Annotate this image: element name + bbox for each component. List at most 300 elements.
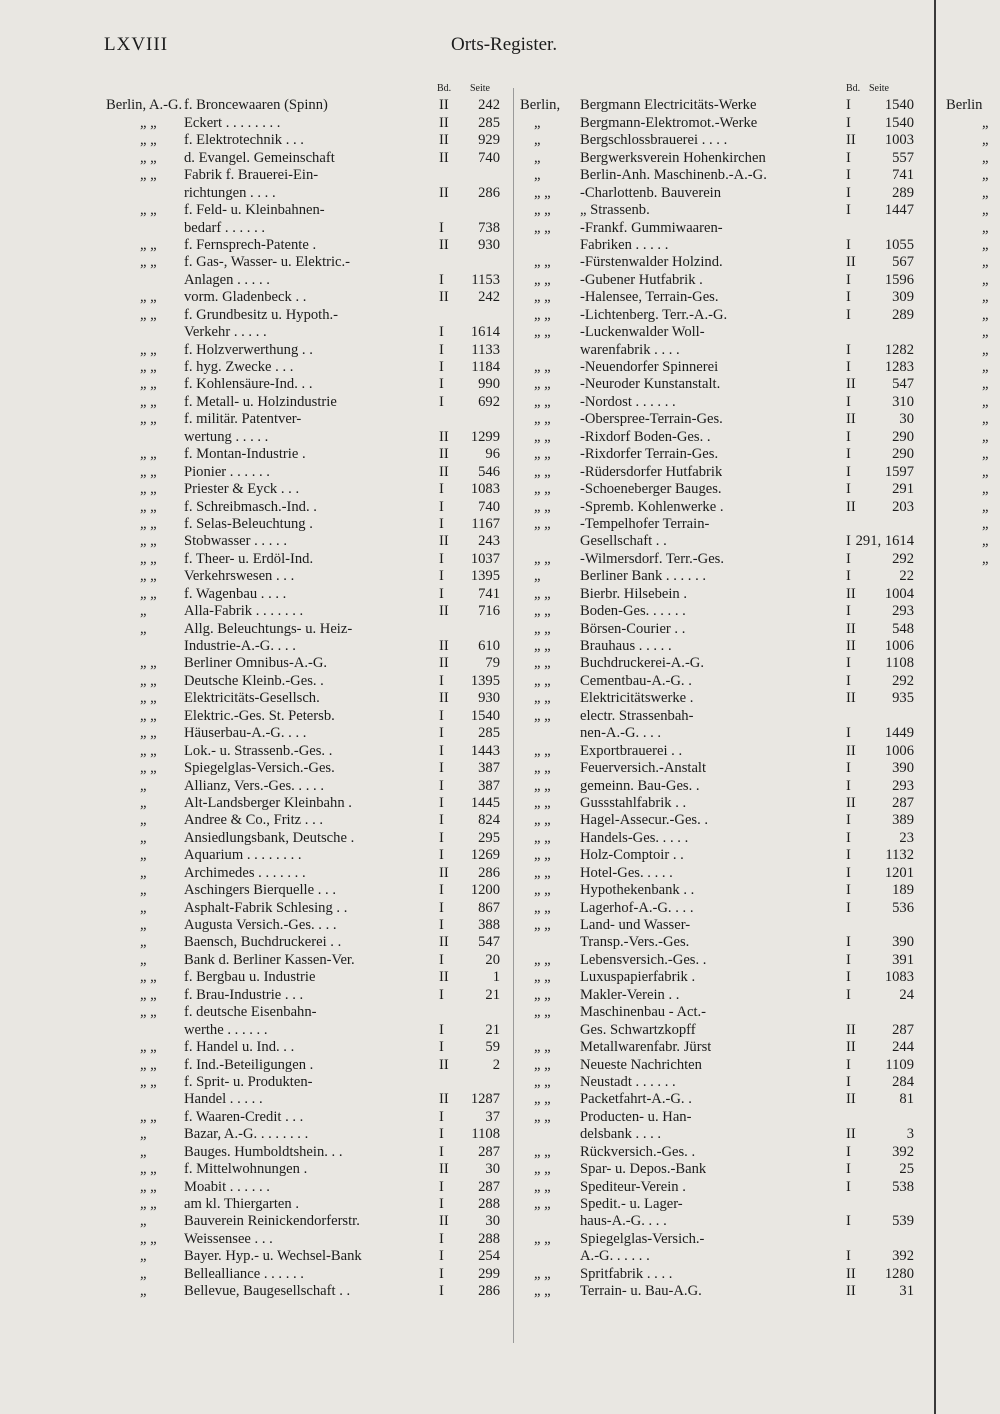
- ditto-marks: „ „: [534, 917, 551, 933]
- entry-name: Berliner Bank . . . . . .: [580, 568, 707, 585]
- entry-name: f. Gas-, Wasser- u. Elektric.-: [184, 254, 351, 271]
- entry-volume: I: [846, 184, 851, 201]
- ditto-marks: „ „: [534, 1039, 551, 1056]
- ditto-marks: „: [140, 917, 147, 933]
- entry-name: f. Holzverwerthung . .: [184, 341, 313, 358]
- ditto-marks: „ „: [534, 986, 551, 1003]
- index-entry: [520, 324, 914, 341]
- ditto-marks: „ „: [534, 969, 551, 986]
- entry-page: 392: [892, 1248, 914, 1265]
- peek-ditto: „: [982, 184, 989, 201]
- entry-name: Neueste Nachrichten: [580, 1056, 702, 1073]
- entry-page: 392: [892, 1143, 914, 1160]
- entry-name: Bauges. Humboldtshein. . .: [184, 1143, 343, 1160]
- entry-name: -Spremb. Kohlenwerke .: [580, 498, 724, 515]
- entry-page: 295: [478, 829, 500, 846]
- entry-name: Boden-Ges. . . . . .: [580, 603, 686, 620]
- peek-ditto: „: [982, 446, 989, 463]
- entry-name: Feuerversich.-Anstalt: [580, 760, 707, 777]
- entry-name: „ Strassenb.: [580, 202, 650, 219]
- entry-volume: II: [439, 1213, 449, 1230]
- ditto-marks: „: [140, 620, 147, 637]
- entry-volume: I: [846, 725, 851, 742]
- index-entry: [520, 97, 914, 114]
- index-entry: [520, 376, 914, 393]
- entry-page: 1201: [884, 864, 914, 881]
- index-entry: [520, 446, 914, 463]
- ditto-marks: „ „: [140, 202, 157, 219]
- entry-page: 610: [478, 638, 500, 654]
- entry-volume: I: [439, 1283, 444, 1300]
- entry-volume: I: [846, 167, 851, 184]
- ditto-marks: „ „: [534, 376, 551, 393]
- entry-volume: I: [439, 324, 444, 341]
- index-entry: [520, 882, 914, 899]
- ditto-marks: „ „: [534, 1108, 551, 1125]
- entry-name: Terrain- u. Bau-A.G.: [580, 1283, 702, 1300]
- entry-page: 23: [899, 829, 914, 846]
- entry-page: 716: [478, 603, 500, 620]
- entry-page: 287: [478, 1178, 500, 1195]
- ditto-marks: „ „: [534, 655, 551, 672]
- index-entry: [520, 289, 914, 306]
- ditto-marks: „: [534, 167, 541, 184]
- page-header: Seite: [869, 83, 889, 94]
- index-entry: [96, 115, 510, 132]
- index-entry: [96, 376, 510, 393]
- index-entry: [520, 429, 914, 446]
- entry-page: 284: [892, 1073, 914, 1090]
- entry-name: f. hyg. Zwecke . . .: [184, 359, 294, 375]
- entry-name: Fabrik f. Brauerei-Ein-: [184, 167, 319, 184]
- entry-volume: II: [846, 1283, 856, 1300]
- entry-volume: I: [846, 1143, 851, 1160]
- entry-volume: I: [846, 1073, 851, 1090]
- index-entry: [96, 307, 510, 324]
- index-entry: [96, 969, 510, 986]
- entry-volume: I: [846, 463, 851, 480]
- entry-page: 242: [478, 289, 500, 306]
- entry-name: f. Broncewaaren (Spinn): [184, 97, 328, 114]
- entry-page: 1200: [470, 882, 500, 899]
- entry-name: Gussstahlfabrik . .: [580, 794, 687, 811]
- ditto-marks: „ „: [140, 760, 157, 777]
- entry-volume: I: [846, 236, 851, 253]
- ditto-marks: „ „: [140, 114, 157, 131]
- index-entry: [96, 795, 510, 812]
- peek-ditto: „: [982, 219, 989, 236]
- index-entry: [96, 934, 510, 951]
- entry-page: 293: [892, 777, 914, 794]
- entry-name: Holz-Comptoir . .: [580, 847, 684, 864]
- index-entry: [96, 446, 510, 463]
- entry-page: 287: [478, 1143, 500, 1160]
- index-entry: [520, 900, 914, 917]
- entry-volume: I: [439, 376, 444, 393]
- entry-page: 286: [478, 864, 500, 881]
- index-entry: [520, 1161, 914, 1178]
- entry-name: am kl. Thiergarten .: [184, 1196, 299, 1212]
- entry-volume: II: [846, 1126, 856, 1143]
- ditto-marks: „ „: [534, 585, 551, 602]
- ditto-marks: „ „: [534, 481, 551, 498]
- entry-volume: I: [846, 289, 851, 306]
- index-entry: [96, 1248, 510, 1265]
- ditto-marks: „ „: [534, 184, 551, 201]
- entry-volume: I: [439, 1108, 444, 1125]
- peek-ditto: „: [982, 149, 989, 166]
- entry-page: 1109: [885, 1056, 914, 1073]
- entry-volume: II: [439, 934, 449, 951]
- ditto-marks: „ „: [534, 359, 551, 375]
- ditto-marks: „: [140, 864, 147, 881]
- index-entry: [96, 1161, 510, 1178]
- entry-page: 390: [892, 934, 914, 951]
- column-divider: [513, 88, 514, 1343]
- entry-page: 289: [892, 306, 914, 323]
- ditto-marks: „ „: [140, 533, 157, 550]
- index-entry: [520, 254, 914, 271]
- ditto-marks: „ „: [140, 463, 157, 480]
- entry-page: 3: [906, 1126, 914, 1143]
- entry-volume: I: [439, 829, 444, 846]
- entry-name: Metallwarenfabr. Jürst: [580, 1039, 712, 1056]
- index-entry: [96, 638, 510, 655]
- ditto-marks: „ „: [140, 515, 157, 532]
- entry-page: 292: [892, 672, 914, 689]
- entry-page: 547: [892, 376, 914, 393]
- entry-page: 254: [478, 1248, 500, 1265]
- entry-volume: I: [439, 794, 444, 811]
- entry-volume: I: [439, 1039, 444, 1056]
- index-entry: [96, 1074, 510, 1091]
- peek-ditto: „: [982, 376, 989, 393]
- index-entry: [96, 237, 510, 254]
- ditto-marks: „ „: [140, 969, 157, 986]
- entry-name: Anlagen . . . . .: [184, 271, 270, 288]
- entry-name: Häuserbau-A.-G. . . .: [184, 725, 307, 742]
- entry-name: -Fürstenwalder Holzind.: [580, 254, 723, 271]
- ditto-marks: „ „: [534, 672, 551, 689]
- entry-name: electr. Strassenbah-: [580, 707, 694, 724]
- entry-volume: I: [846, 760, 851, 777]
- index-entry: [96, 429, 510, 446]
- index-entry: [520, 202, 914, 219]
- entry-name: wertung . . . . .: [184, 428, 269, 445]
- entry-page: 30: [485, 1213, 500, 1230]
- ditto-marks: „: [140, 1213, 147, 1230]
- entry-name: Bauverein Reinickendorferstr.: [184, 1213, 360, 1230]
- entry-volume: II: [846, 254, 856, 271]
- entry-page: 1037: [470, 550, 500, 567]
- entry-page: 309: [892, 289, 914, 306]
- entry-volume: I: [439, 1248, 444, 1265]
- entry-name: Bierbr. Hilsebein .: [580, 585, 688, 602]
- ditto-marks: „ „: [140, 585, 157, 602]
- entry-volume: I: [846, 847, 851, 864]
- index-entry: [96, 342, 510, 359]
- entry-name: vorm. Gladenbeck . .: [184, 289, 307, 306]
- entry-name: f. Elektrotechnik . . .: [184, 132, 304, 149]
- entry-name: -Charlottenb. Bauverein: [580, 184, 722, 201]
- index-entry: [520, 725, 914, 742]
- index-entry: [96, 202, 510, 219]
- entry-page: 37: [485, 1108, 500, 1125]
- index-entry: [96, 1266, 510, 1283]
- ditto-marks: „ „: [140, 707, 157, 724]
- entry-page: 536: [892, 899, 914, 916]
- entry-volume: I: [846, 1161, 851, 1178]
- index-entry: [96, 1126, 510, 1143]
- entry-page: 1006: [884, 742, 914, 759]
- entry-page: 1184: [471, 359, 500, 375]
- entry-volume: I: [846, 1178, 851, 1195]
- index-entry: [520, 673, 914, 690]
- entry-page: 288: [478, 1230, 500, 1247]
- peek-ditto: „: [982, 341, 989, 358]
- entry-name: f. Kohlensäure-Ind. . .: [184, 376, 313, 393]
- ditto-marks: „ „: [140, 498, 157, 515]
- index-entry: [96, 1196, 510, 1213]
- peek-ditto: „: [982, 114, 989, 131]
- entry-page: 286: [478, 1283, 500, 1300]
- ditto-marks: „ „: [140, 986, 157, 1003]
- entry-volume: II: [439, 97, 449, 114]
- index-entry: [96, 1144, 510, 1161]
- entry-page: 1395: [470, 672, 500, 689]
- entry-page: 285: [478, 725, 500, 742]
- entry-page: 1108: [471, 1126, 500, 1143]
- entry-volume: II: [439, 184, 449, 201]
- index-entry: [520, 394, 914, 411]
- entry-page: 310: [892, 393, 914, 410]
- entry-name: f. Selas-Beleuchtung .: [184, 515, 313, 532]
- entry-volume: I: [846, 533, 851, 550]
- entry-volume: I: [846, 1248, 851, 1265]
- entry-name: Transp.-Vers.-Ges.: [580, 934, 690, 951]
- entry-volume: I: [846, 359, 851, 375]
- entry-page: 1395: [470, 568, 500, 585]
- entry-name: -Neuendorfer Spinnerei: [580, 359, 719, 375]
- entry-name: f. Waaren-Credit . . .: [184, 1108, 304, 1125]
- index-entry: [96, 900, 510, 917]
- entry-name: f. Feld- u. Kleinbahnen-: [184, 202, 325, 219]
- entry-page: 741: [478, 585, 500, 602]
- index-entry: [96, 464, 510, 481]
- entry-page: 867: [478, 899, 500, 916]
- peek-ditto: „: [982, 306, 989, 323]
- index-entry: [96, 1179, 510, 1196]
- index-entry: [520, 132, 914, 149]
- entry-page: 1540: [470, 707, 500, 724]
- entry-page: 824: [478, 812, 500, 829]
- entry-page: 96: [485, 446, 500, 463]
- peek-ditto: „: [982, 289, 989, 306]
- ditto-marks: „: [140, 794, 147, 811]
- entry-page: 285: [478, 114, 500, 131]
- entry-name: Bergmann-Elektromot.-Werke: [580, 114, 758, 131]
- ditto-marks: „ „: [140, 550, 157, 567]
- peek-ditto: „: [982, 411, 989, 428]
- index-entry: [96, 708, 510, 725]
- entry-volume: I: [846, 899, 851, 916]
- entry-volume: II: [846, 585, 856, 602]
- peek-ditto: „: [982, 271, 989, 288]
- index-entry: [520, 952, 914, 969]
- ditto-marks: „ „: [140, 167, 157, 184]
- ditto-marks: „: [534, 132, 541, 149]
- entry-page: 286: [478, 184, 500, 201]
- ditto-marks: „: [140, 812, 147, 829]
- ditto-marks: „ „: [534, 742, 551, 759]
- entry-page: 929: [478, 132, 500, 149]
- entry-name: Archimedes . . . . . . .: [184, 864, 306, 881]
- ditto-marks: „ „: [534, 1073, 551, 1090]
- ditto-marks: „ „: [140, 1161, 157, 1178]
- index-entry: [520, 621, 914, 638]
- index-entry: [96, 743, 510, 760]
- entry-volume: I: [439, 498, 444, 515]
- entry-name: -Gubener Hutfabrik .: [580, 271, 703, 288]
- entry-page: 741: [892, 167, 914, 184]
- entry-page: 1597: [884, 463, 914, 480]
- page-header: Seite: [470, 83, 490, 94]
- entry-page: 557: [892, 149, 914, 166]
- ditto-marks: „ „: [140, 690, 157, 707]
- entry-name: f. Bergbau u. Industrie: [184, 969, 316, 986]
- entry-page: 1132: [885, 847, 914, 864]
- entry-volume: II: [439, 236, 449, 253]
- entry-page: 1003: [884, 132, 914, 149]
- index-entry: [96, 359, 510, 376]
- index-entry: [520, 499, 914, 516]
- ditto-marks: „ „: [140, 1004, 157, 1021]
- entry-name: f. militär. Patentver-: [184, 411, 302, 428]
- entry-volume: I: [846, 149, 851, 166]
- index-entry: [520, 481, 914, 498]
- entry-volume: I: [846, 1056, 851, 1073]
- entry-volume: II: [846, 620, 856, 637]
- entry-name: Lebensversich.-Ges. .: [580, 951, 707, 968]
- entry-page: 389: [892, 812, 914, 829]
- index-entry: [520, 568, 914, 585]
- ditto-marks: „ „: [534, 463, 551, 480]
- ditto-marks: „: [140, 829, 147, 846]
- entry-page: 740: [478, 498, 500, 515]
- entry-volume: II: [439, 289, 449, 306]
- entry-name: f. Mittelwohnungen .: [184, 1161, 308, 1178]
- index-entry: [96, 289, 510, 306]
- ditto-marks: „ „: [534, 620, 551, 637]
- column-header: [96, 80, 510, 97]
- index-entry: [520, 1126, 914, 1143]
- entry-name: Spedit.- u. Lager-: [580, 1196, 683, 1212]
- entry-name: d. Evangel. Gemeinschaft: [184, 149, 335, 166]
- ditto-marks: „ „: [140, 149, 157, 166]
- entry-volume: I: [439, 672, 444, 689]
- entry-page: 1055: [884, 236, 914, 253]
- entry-name: Spiegelglas-Versich.-Ges.: [184, 760, 335, 777]
- entry-name: werthe . . . . . .: [184, 1021, 268, 1038]
- page-edge-line: [934, 0, 936, 1414]
- index-entry: [96, 1109, 510, 1126]
- ditto-marks: „ „: [140, 306, 157, 323]
- entry-page: 31: [899, 1283, 914, 1300]
- entry-volume: II: [439, 603, 449, 620]
- index-entry: [520, 342, 914, 359]
- entry-name: Ansiedlungsbank, Deutsche .: [184, 829, 355, 846]
- ditto-marks: „ „: [140, 1108, 157, 1125]
- entry-name: Fabriken . . . . .: [580, 236, 669, 253]
- peek-location: Berlin: [946, 97, 983, 114]
- entry-page: 1540: [884, 114, 914, 131]
- index-entry: [520, 1231, 914, 1248]
- ditto-marks: „: [140, 777, 147, 794]
- index-entry: [520, 1057, 914, 1074]
- index-entry: [520, 516, 914, 533]
- index-entry: [96, 865, 510, 882]
- entry-name: Allianz, Vers.-Ges. . . . .: [184, 777, 324, 794]
- entry-page: 1287: [470, 1091, 500, 1108]
- entry-name: bedarf . . . . . .: [184, 219, 266, 236]
- index-entry: [520, 1196, 914, 1213]
- index-entry: [520, 1074, 914, 1091]
- index-entry: [96, 499, 510, 516]
- index-entry: [520, 603, 914, 620]
- entry-name: Bellevue, Baugesellschaft . .: [184, 1283, 351, 1300]
- entry-name: -Wilmersdorf. Terr.-Ges.: [580, 550, 725, 567]
- ditto-marks: „: [140, 899, 147, 916]
- index-entry: [520, 411, 914, 428]
- index-entry: [96, 481, 510, 498]
- entry-volume: I: [846, 882, 851, 899]
- index-entry: [520, 1179, 914, 1196]
- index-entry: [96, 533, 510, 550]
- entry-name: Priester & Eyck . . .: [184, 481, 300, 498]
- index-entry: [96, 830, 510, 847]
- entry-page: 1449: [884, 725, 914, 742]
- entry-page: 390: [892, 760, 914, 777]
- entry-volume: II: [439, 114, 449, 131]
- index-entry: [96, 568, 510, 585]
- entry-volume: I: [846, 934, 851, 951]
- peek-ditto: „: [982, 481, 989, 498]
- entry-page: 290: [892, 428, 914, 445]
- entry-name: -Rixdorf Boden-Ges. .: [580, 428, 711, 445]
- entry-volume: I: [439, 219, 444, 236]
- index-entry: [520, 795, 914, 812]
- entry-volume: I: [846, 550, 851, 567]
- entry-page: 387: [478, 760, 500, 777]
- entry-name: f. Sprit- u. Produkten-: [184, 1073, 313, 1090]
- index-entry: [520, 464, 914, 481]
- ditto-marks: „: [140, 934, 147, 951]
- entry-name: Aschingers Bierquelle . . .: [184, 882, 336, 899]
- entry-name: Berliner Omnibus-A.-G.: [184, 655, 328, 672]
- index-entry: [96, 1039, 510, 1056]
- entry-volume: II: [439, 132, 449, 149]
- entry-name: f. Ind.-Beteiligungen .: [184, 1056, 314, 1073]
- entry-name: Spritfabrik . . . .: [580, 1265, 673, 1282]
- entry-volume: II: [439, 446, 449, 463]
- ditto-marks: „ „: [140, 1056, 157, 1073]
- index-entry: [96, 882, 510, 899]
- ditto-marks: „ „: [140, 568, 157, 585]
- index-entry: [96, 586, 510, 603]
- entry-name: Bank d. Berliner Kassen-Ver.: [184, 951, 355, 968]
- entry-name: Bergschlossbrauerei . . . .: [580, 132, 728, 149]
- entry-name: Asphalt-Fabrik Schlesing . .: [184, 899, 348, 916]
